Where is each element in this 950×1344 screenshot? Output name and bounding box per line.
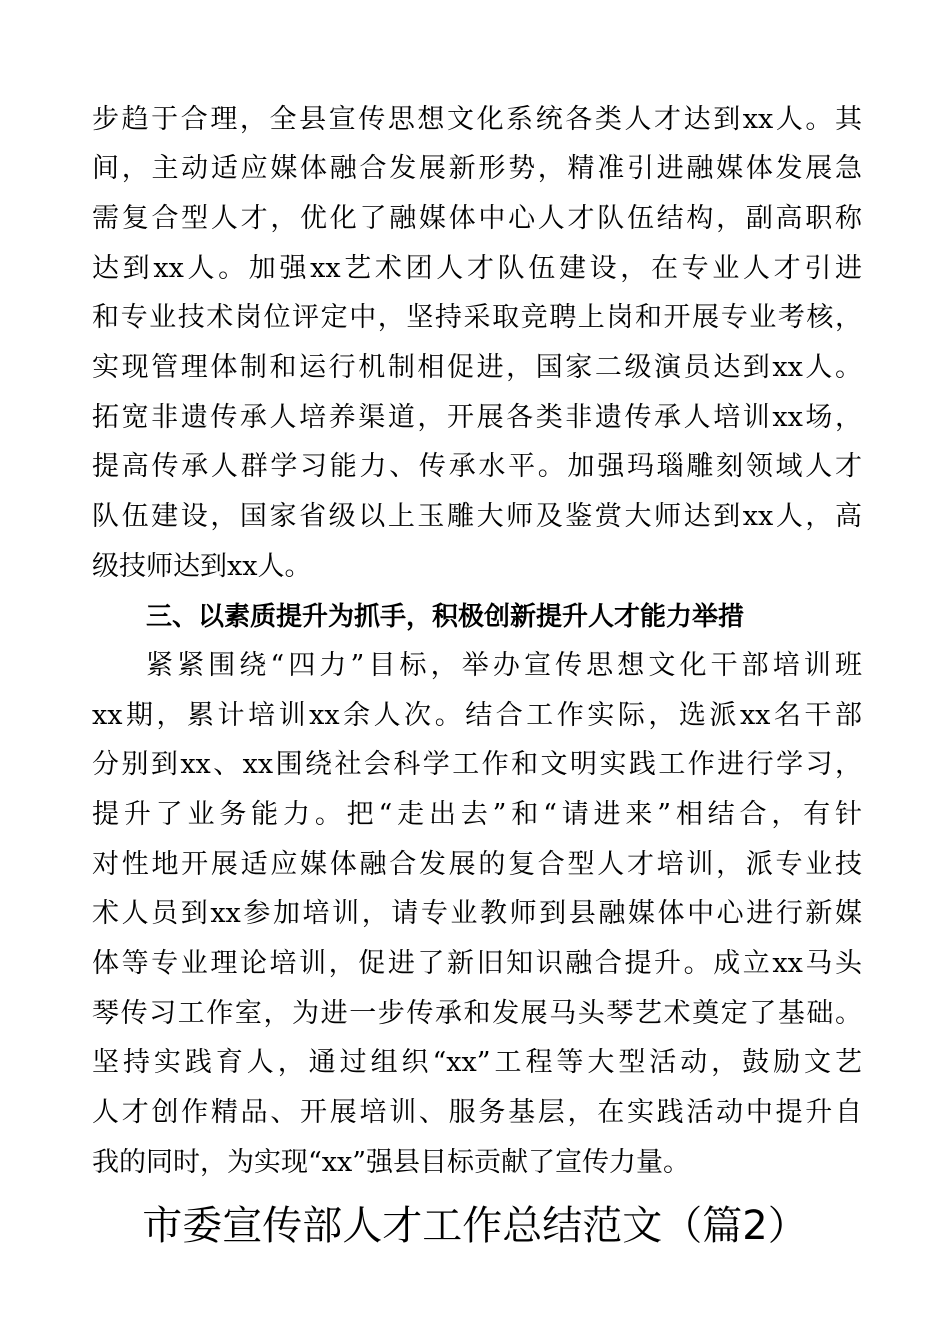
paragraph-line: 紧紧围绕“四力”目标，举办宣传思想文化干部培训班 (146, 650, 862, 681)
article-title: 市委宣传部人才工作总结范文（篇2） (142, 1203, 808, 1249)
paragraph-line: 对性地开展适应媒体融合发展的复合型人才培训，派专业技 (92, 849, 862, 880)
section-heading: 三、以素质提升为抓手，积极创新提升人才能力举措 (146, 602, 745, 632)
paragraph-line: 体等专业理论培训，促进了新旧知识融合提升。成立xx马头 (92, 948, 862, 979)
paragraph-line: 和专业技术岗位评定中，坚持采取竞聘上岗和开展专业考核， (92, 302, 862, 333)
paragraph-line: 达到xx人。加强xx艺术团人才队伍建设，在专业人才引进 (92, 253, 862, 284)
paragraph-line: 实现管理体制和运行机制相促进，国家二级演员达到xx人。 (92, 352, 862, 383)
paragraph-line: xx期，累计培训xx余人次。结合工作实际，选派xx名干部 (92, 700, 862, 731)
paragraph-line: 提高传承人群学习能力、传承水平。加强玛瑙雕刻领域人才 (92, 451, 862, 482)
paragraph-line: 分别到xx、xx围绕社会科学工作和文明实践工作进行学习， (92, 749, 862, 780)
paragraph-line: 我的同时，为实现“xx”强县目标贡献了宣传力量。 (92, 1147, 691, 1178)
paragraph-line: 需复合型人才，优化了融媒体中心人才队伍结构，副高职称 (92, 203, 862, 234)
paragraph-line: 人才创作精品、开展培训、服务基层，在实践活动中提升自 (92, 1097, 862, 1128)
paragraph-line: 拓宽非遗传承人培养渠道，开展各类非遗传承人培训xx场， (92, 402, 862, 433)
paragraph-line: 提升了业务能力。把“走出去”和“请进来”相结合，有针 (92, 799, 862, 830)
paragraph-line: 间，主动适应媒体融合发展新形势，精准引进融媒体发展急 (92, 153, 862, 184)
paragraph-line: 级技师达到xx人。 (92, 551, 312, 582)
paragraph-line: 琴传习工作室，为进一步传承和发展马头琴艺术奠定了基础。 (92, 998, 862, 1029)
paragraph-line: 坚持实践育人，通过组织“xx”工程等大型活动，鼓励文艺 (92, 1047, 862, 1078)
paragraph-line: 队伍建设，国家省级以上玉雕大师及鉴赏大师达到xx人，高 (92, 501, 862, 532)
paragraph-line: 术人员到xx参加培训，请专业教师到县融媒体中心进行新媒 (92, 898, 862, 929)
paragraph-line: 步趋于合理，全县宣传思想文化系统各类人才达到xx人。其 (92, 104, 862, 135)
